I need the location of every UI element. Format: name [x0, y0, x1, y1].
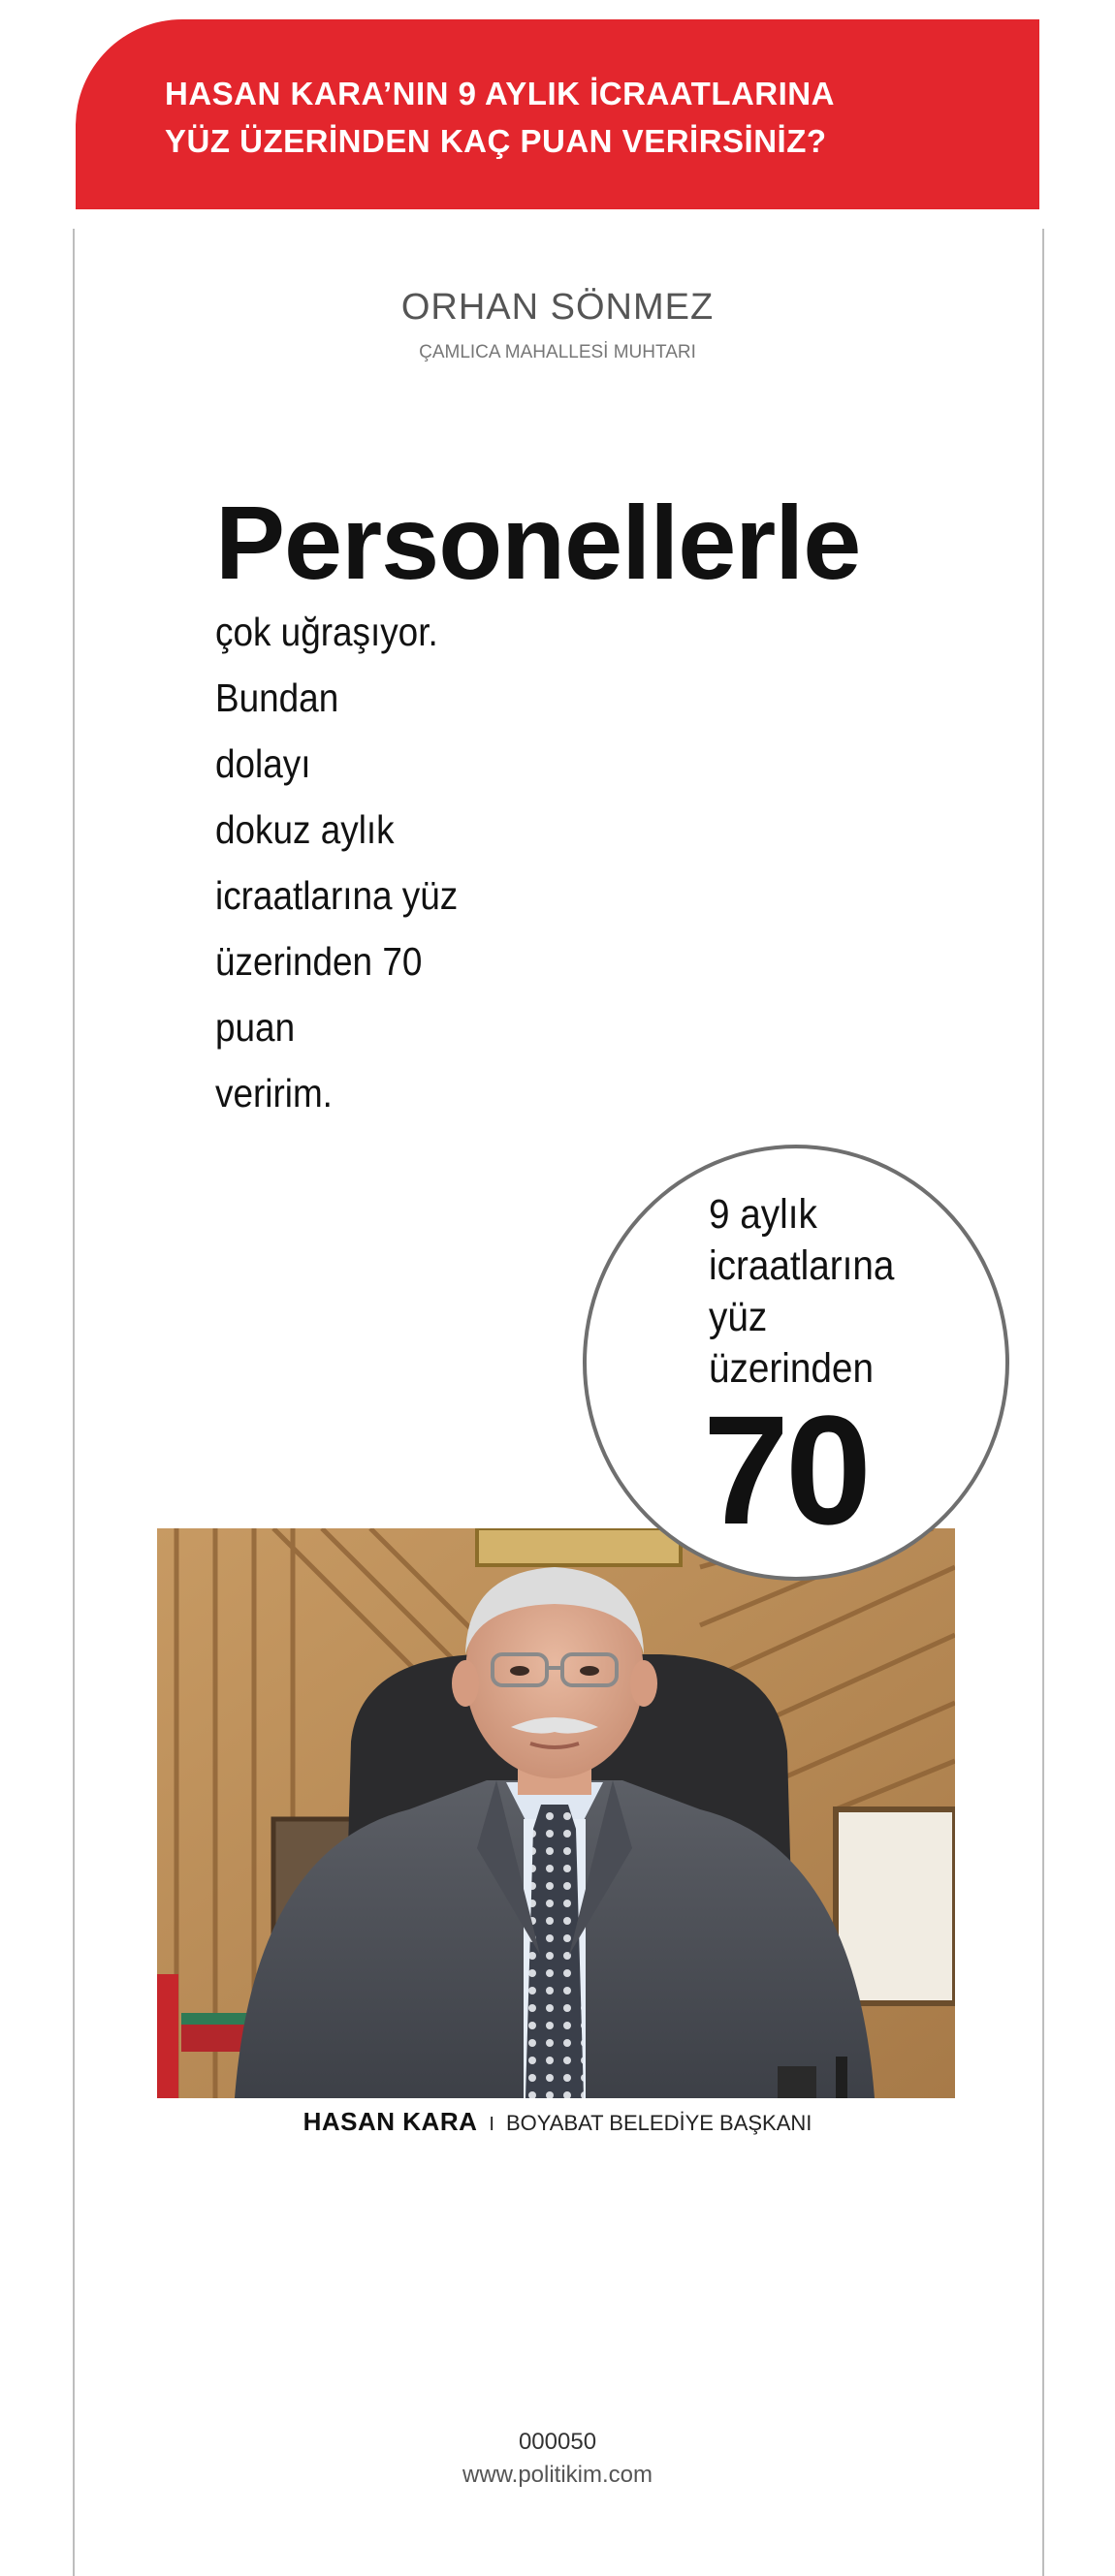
score-label-line: icraatlarına — [709, 1242, 895, 1289]
quote-body — [215, 599, 622, 1126]
score-value: 70 — [703, 1383, 868, 1556]
score-label-line: üzerinden — [709, 1345, 874, 1392]
footer-code: 000050 — [518, 2429, 597, 2455]
quote-headline: Personellerle — [215, 484, 861, 601]
score-circle — [583, 1145, 1009, 1581]
header-banner — [76, 19, 1039, 209]
footer-url: www.politikim.com — [462, 2462, 653, 2488]
score-label-line: 9 aylık — [709, 1191, 817, 1238]
caption-separator: I — [489, 2114, 494, 2135]
caption-role: BOYABAT BELEDİYE BAŞKANI — [505, 2111, 812, 2135]
caption-name: HASAN KARA — [303, 2107, 478, 2136]
photo-caption — [0, 2107, 1115, 2137]
score-label-line: yüz — [709, 1294, 768, 1340]
quote-line: dokuz aylık — [215, 807, 395, 852]
quote-line: icraatlarına yüz — [215, 873, 459, 918]
frame-right-border — [1042, 229, 1044, 2576]
quote-line: veririm. — [215, 1071, 333, 1115]
quote-line: üzerinden 70 — [215, 939, 423, 984]
quote-line: çok uğraşıyor. — [215, 610, 438, 654]
author-name: ORHAN SÖNMEZ — [400, 287, 715, 328]
score-label — [709, 1189, 915, 1395]
quote-line: puan — [215, 1005, 296, 1050]
header-question-line-2: YÜZ ÜZERİNDEN KAÇ PUAN VERİRSİNİZ? — [165, 123, 827, 159]
quote-line: Bundan — [215, 675, 339, 720]
frame-left-border — [73, 229, 75, 2576]
header-question-line-1: HASAN KARA’NIN 9 AYLIK İCRAATLARINA — [165, 76, 835, 111]
portrait-photo — [157, 1528, 955, 2098]
author-title: ÇAMLICA MAHALLESİ MUHTARI — [419, 342, 696, 362]
quote-line: dolayı — [215, 741, 311, 786]
